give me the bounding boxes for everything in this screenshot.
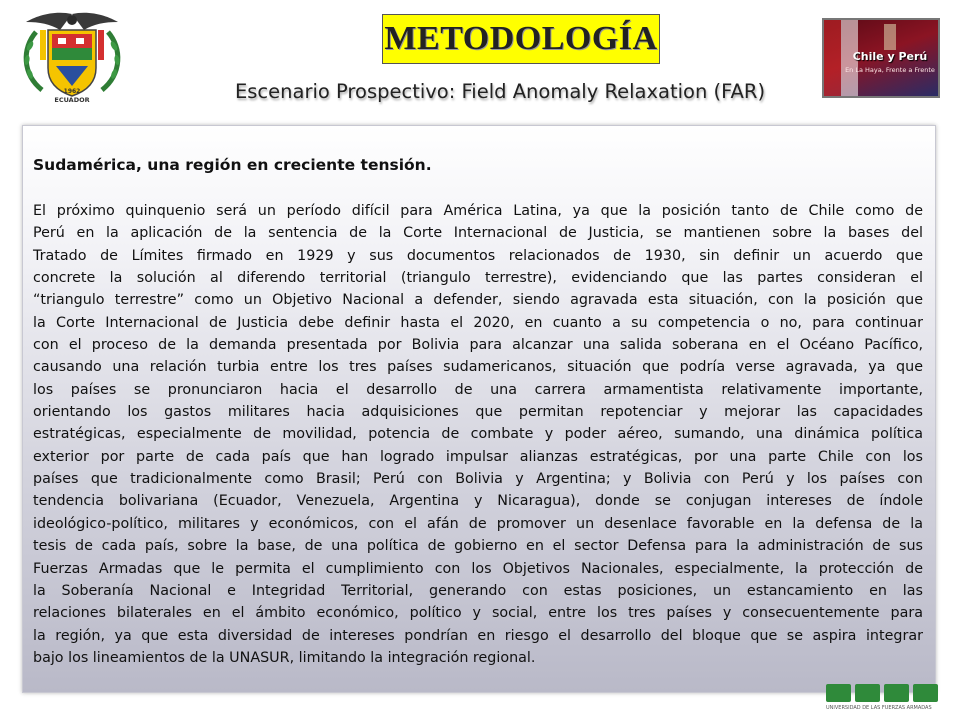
logo-bar bbox=[855, 684, 880, 702]
paragraph-line: bajo los lineamientos de la UNASUR, limitando la integración regional. bbox=[33, 649, 536, 666]
paragraph-line: orientando los gastos militares hacia adquisiciones que permitan repotenciar y mejorar las capacidades bbox=[33, 404, 923, 421]
university-logo bbox=[826, 684, 938, 716]
paragraph-line: países que tradicionalmente como Brasil; Perú con Bolivia y Argentina; y Bolivia con Perú y los países con bbox=[33, 471, 923, 488]
image-subtitle: En La Haya, Frente a Frente bbox=[845, 66, 935, 74]
paragraph-line: estratégicas, especialmente de movilidad, potencia de combate y poder aéreo, sumando, una dinámica política bbox=[33, 426, 923, 443]
chile-peru-image bbox=[822, 18, 940, 98]
image-title: Chile y Perú bbox=[852, 50, 928, 63]
ecuador-coat-of-arms-logo bbox=[14, 8, 130, 112]
body-text bbox=[33, 200, 923, 669]
logo-bars bbox=[826, 684, 938, 702]
paragraph-line: Fuerzas Armadas que le permita el cumplimiento con los Objetivos Nacionales, especialmente, la protección de bbox=[33, 560, 923, 577]
section-heading: Sudamérica, una región en creciente tensión. bbox=[33, 156, 432, 174]
page-subtitle: Escenario Prospectivo: Field Anomaly Relaxation (FAR) bbox=[234, 80, 766, 103]
logo-year: 1962 bbox=[63, 88, 81, 95]
logo-bar bbox=[913, 684, 938, 702]
paragraph-line: relaciones bilaterales en el ámbito económico, político y social, entre los tres países y consecuentemente para bbox=[33, 605, 923, 622]
paragraph-line: la Soberanía Nacional e Integridad Territorial, generando con estas posiciones, un estancamiento en las bbox=[33, 582, 923, 599]
paragraph-line: la región, ya que esta diversidad de intereses pondrían en riesgo el desarrollo del bloque que se aspira integrar bbox=[33, 627, 923, 644]
content-panel bbox=[22, 125, 936, 693]
logo-caption: UNIVERSIDAD DE LAS FUERZAS ARMADAS bbox=[826, 705, 932, 711]
paragraph-line: tendencia bolivariana (Ecuador, Venezuela, Argentina y Nicaragua), donde se conjugan intereses de índole bbox=[33, 493, 923, 510]
paragraph-line: Tratado de Límites firmado en 1929 y sus documentos relacionados de 1930, sin definir un acuerdo que bbox=[33, 247, 923, 264]
title-box bbox=[382, 14, 660, 64]
logo-bar bbox=[884, 684, 909, 702]
building-tower bbox=[884, 24, 896, 50]
paragraph-line: con el proceso de la demanda presentada por Bolivia para alcanzar una salida soberana en el Océano Pacífico, bbox=[33, 337, 923, 354]
logo-country: ECUADOR bbox=[54, 96, 90, 104]
paragraph-line: Perú en la aplicación de la sentencia de la Corte Internacional de Justicia, se mantienen sobre la bases del bbox=[33, 225, 923, 242]
paragraph-line: causando una relación turbia entre los tres países sudamericanos, situación que podría verse agravada, ya que bbox=[33, 359, 923, 376]
paragraph-line: ideológico-político, militares y económicos, con el afán de promover un desenlace favorable en la defensa de la bbox=[33, 515, 923, 532]
paragraph-line: “triangulo terrestre” como un Objetivo Nacional a defender, siendo agravada esta situación, con la posición que bbox=[33, 292, 923, 309]
logo-bar bbox=[826, 684, 851, 702]
paragraph-line: concrete la solución al diferendo territorial (triangulo terrestre), evidenciando que las partes consideran el bbox=[33, 270, 923, 287]
paragraph-line: la Corte Internacional de Justicia debe definir hasta el 2020, en cuanto a su competencia o no, para continuar bbox=[33, 314, 923, 331]
paragraph-line: exterior por parte de cada país que han logrado impulsar alianzas estratégicas, por una parte Chile con los bbox=[33, 448, 923, 465]
paragraph-line: tesis de cada país, sobre la base, de una política de gobierno en el sector Defensa para la administración de sus bbox=[33, 538, 923, 555]
paragraph-line: los países se pronunciaron hacia el desarrollo de una carrera armamentista relativamente importante, bbox=[33, 381, 923, 398]
paragraph-line: El próximo quinquenio será un período difícil para América Latina, ya que la posición tanto de Chile como de bbox=[33, 203, 923, 219]
page-title: METODOLOGÍA bbox=[384, 20, 658, 57]
